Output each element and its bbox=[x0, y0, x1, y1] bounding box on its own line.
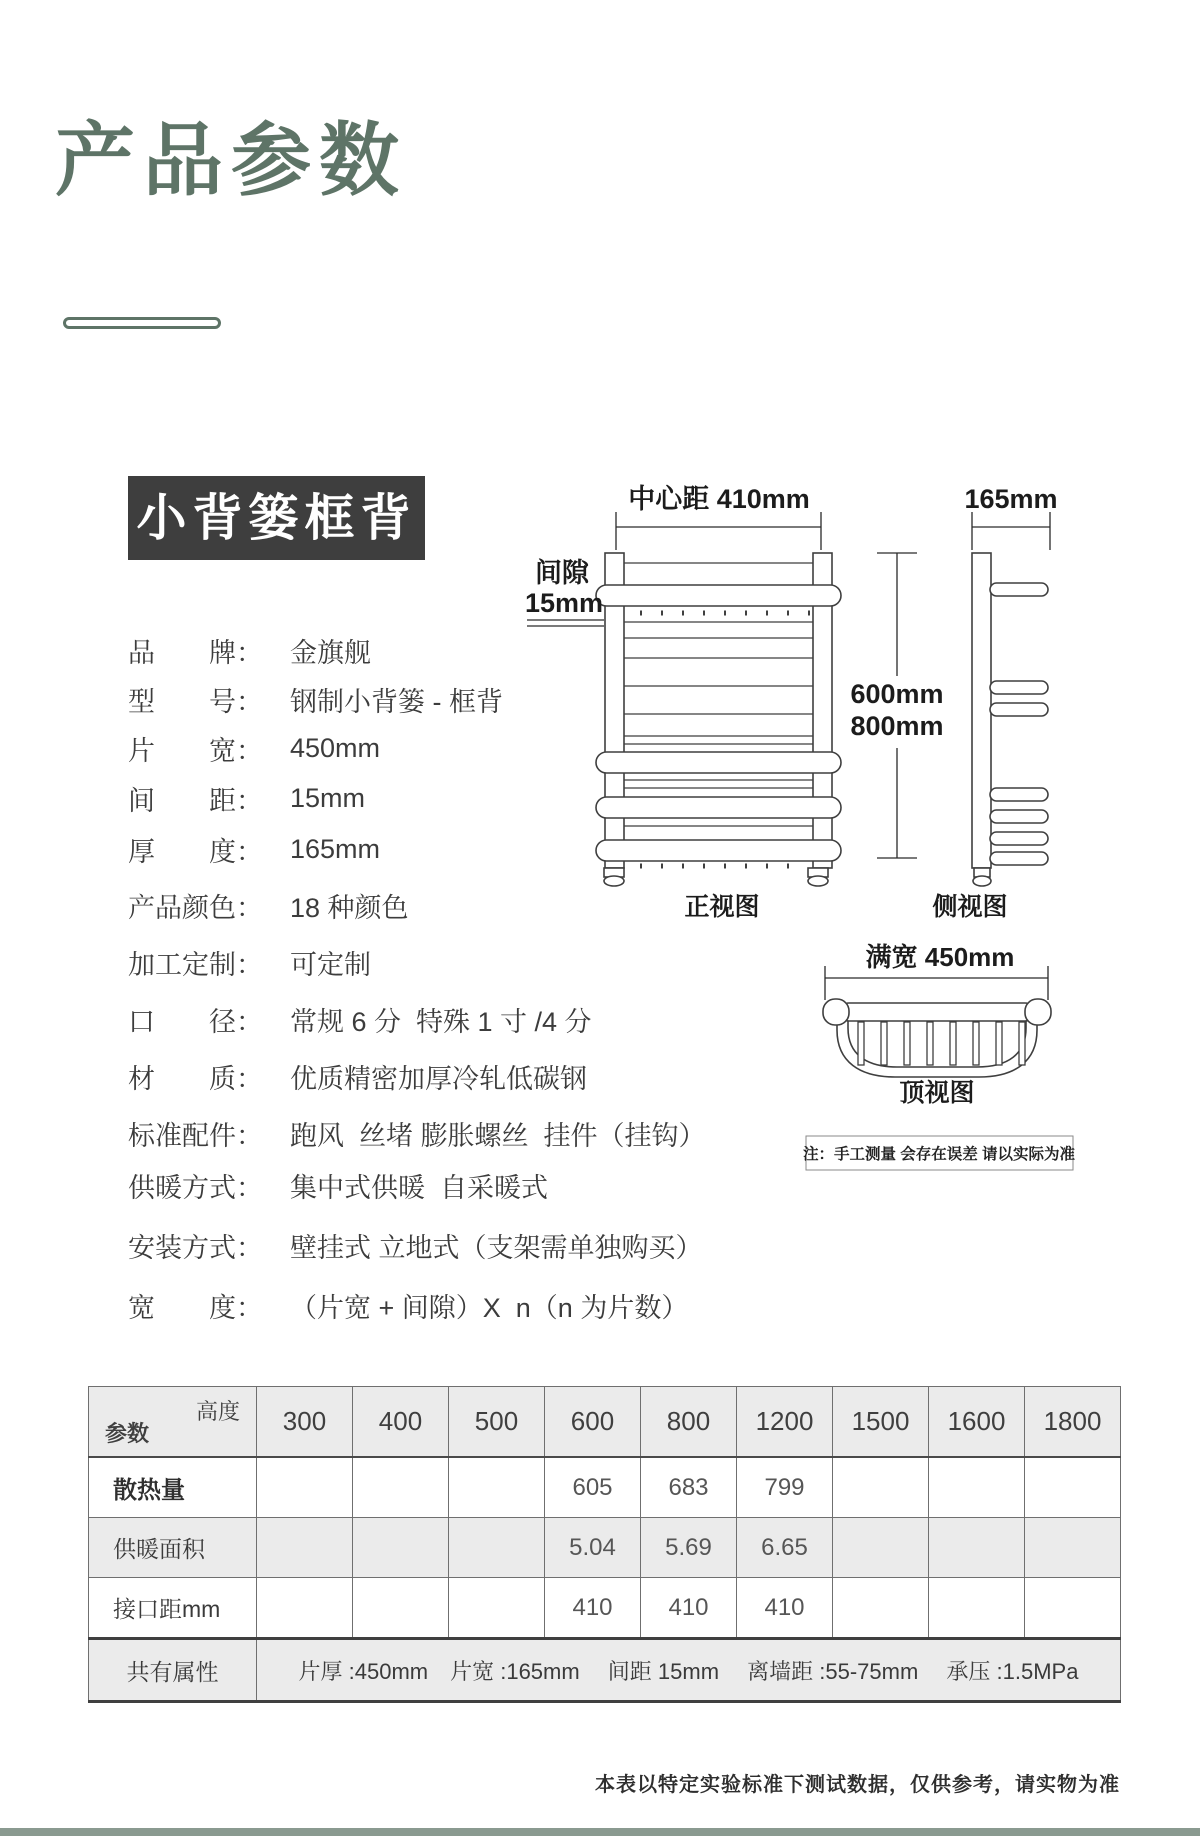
spec-value: 跑风 丝堵 膨胀螺丝 挂件（挂钩） bbox=[290, 1120, 706, 1151]
spec-label: 标准配件： bbox=[128, 1120, 263, 1151]
table-cell: 6.65 bbox=[737, 1518, 833, 1578]
table-cell: 410 bbox=[545, 1578, 641, 1639]
table-cell bbox=[833, 1578, 929, 1639]
spec-label: 片 宽： bbox=[128, 735, 263, 766]
top-dim-label: 满宽 450mm bbox=[865, 942, 1015, 972]
page-title: 产品参数 bbox=[55, 116, 407, 205]
table-row-common-attributes bbox=[89, 1639, 1121, 1702]
spec-value: 壁挂式 立地式（支架需单独购买） bbox=[290, 1232, 703, 1263]
column-header: 1600 bbox=[929, 1387, 1025, 1458]
row-label: 接口距mm bbox=[89, 1578, 257, 1639]
height-label-600: 600mm bbox=[850, 679, 944, 709]
spec-label: 材 质： bbox=[128, 1063, 263, 1094]
table-cell: 799 bbox=[737, 1457, 833, 1518]
front-dim-label: 中心距 410mm bbox=[628, 484, 810, 514]
table-cell bbox=[449, 1578, 545, 1639]
spec-value: 集中式供暖 自采暖式 bbox=[290, 1172, 549, 1203]
table-cell bbox=[257, 1518, 353, 1578]
table-cell bbox=[353, 1578, 449, 1639]
row-label: 散热量 bbox=[89, 1457, 257, 1518]
spec-label: 口 径： bbox=[128, 1006, 263, 1037]
table-cell bbox=[929, 1457, 1025, 1518]
parameters-table bbox=[88, 1386, 1121, 1703]
top-view-caption: 顶视图 bbox=[899, 1079, 975, 1107]
spec-label: 安装方式： bbox=[128, 1232, 263, 1263]
spec-value: 165mm bbox=[290, 833, 381, 864]
spec-row-brand bbox=[128, 633, 371, 667]
front-dimension-line bbox=[616, 512, 821, 550]
product-name-badge: 小背篓框背 bbox=[128, 476, 425, 560]
table-cell bbox=[1025, 1457, 1121, 1518]
table-cell bbox=[1025, 1518, 1121, 1578]
table-cell bbox=[929, 1518, 1025, 1578]
corner-label-height: 高度 bbox=[195, 1399, 240, 1424]
spec-row-install bbox=[128, 1228, 703, 1262]
spec-value: 常规 6 分 特殊 1 寸 /4 分 bbox=[290, 1006, 592, 1037]
table-row-heat-output bbox=[89, 1457, 1121, 1518]
spec-label: 型 号： bbox=[128, 686, 263, 717]
spec-row-spacing bbox=[128, 781, 365, 815]
spec-label: 加工定制： bbox=[128, 949, 263, 980]
table-row-heating-area bbox=[89, 1518, 1121, 1578]
column-header: 800 bbox=[641, 1387, 737, 1458]
table-cell: 5.69 bbox=[641, 1518, 737, 1578]
row-label: 共有属性 bbox=[89, 1639, 257, 1702]
side-view-drawing bbox=[972, 512, 1050, 886]
measure-note-text: 注：手工测量 会存在误差 请以实际为准 bbox=[802, 1146, 1076, 1163]
spec-row-total-width bbox=[128, 1288, 688, 1322]
spec-value: （片宽 + 间隙）X n（n 为片数） bbox=[290, 1292, 689, 1323]
front-view-caption: 正视图 bbox=[684, 893, 760, 921]
table-header-row bbox=[89, 1387, 1121, 1458]
side-dimension-line bbox=[972, 512, 1050, 550]
spec-row-colors bbox=[128, 888, 409, 922]
spec-value: 可定制 bbox=[290, 949, 371, 980]
column-header: 400 bbox=[353, 1387, 449, 1458]
table-cell bbox=[833, 1518, 929, 1578]
side-dim-label: 165mm bbox=[964, 484, 1058, 514]
table-cell bbox=[449, 1457, 545, 1518]
spec-row-width bbox=[128, 731, 380, 765]
front-feet bbox=[604, 868, 828, 886]
table-cell: 683 bbox=[641, 1457, 737, 1518]
column-header: 1500 bbox=[833, 1387, 929, 1458]
spec-label: 宽 度： bbox=[128, 1292, 263, 1323]
table-cell bbox=[353, 1457, 449, 1518]
table-cell: 410 bbox=[737, 1578, 833, 1639]
spec-label: 间 距： bbox=[128, 785, 263, 816]
side-foot bbox=[973, 868, 991, 886]
table-cell: 410 bbox=[641, 1578, 737, 1639]
spec-row-thickness bbox=[128, 832, 380, 866]
side-view-caption: 侧视图 bbox=[932, 893, 1008, 921]
column-header: 600 bbox=[545, 1387, 641, 1458]
gap-label-line1: 间隙 bbox=[535, 558, 589, 588]
spec-label: 品 牌： bbox=[128, 637, 263, 668]
spec-label: 厚 度： bbox=[128, 836, 263, 867]
table-cell bbox=[833, 1457, 929, 1518]
spec-value: 450mm bbox=[290, 732, 381, 763]
spec-value: 优质精密加厚冷轧低碳钢 bbox=[290, 1063, 587, 1094]
footer-note: 本表以特定实验标准下测试数据，仅供参考，请实物为准 bbox=[595, 1774, 1120, 1796]
table-cell bbox=[353, 1518, 449, 1578]
measure-note-box bbox=[803, 1136, 1076, 1170]
top-view-drawing bbox=[823, 966, 1051, 1077]
table-row-port-distance bbox=[89, 1578, 1121, 1639]
spec-value: 金旗舰 bbox=[290, 637, 371, 668]
spec-value: 钢制小背篓 - 框背 bbox=[290, 686, 503, 717]
table-cell bbox=[257, 1578, 353, 1639]
corner-label-param: 参数 bbox=[105, 1421, 150, 1446]
spec-value: 18 种颜色 bbox=[290, 892, 409, 923]
spec-row-custom bbox=[128, 945, 371, 979]
spec-label: 产品颜色： bbox=[128, 892, 263, 923]
common-attributes-value: 片厚 :450mm 片宽 :165mm 间距 15mm 离墙距 :55-75mm 承压 :1.5MPa bbox=[257, 1639, 1121, 1702]
table-cell bbox=[1025, 1578, 1121, 1639]
table-cell bbox=[449, 1518, 545, 1578]
table-cell bbox=[257, 1457, 353, 1518]
spec-value: 15mm bbox=[290, 782, 366, 813]
table-cell bbox=[929, 1578, 1025, 1639]
table-cell: 5.04 bbox=[545, 1518, 641, 1578]
spec-label: 供暖方式： bbox=[128, 1172, 263, 1203]
column-header: 500 bbox=[449, 1387, 545, 1458]
title-divider bbox=[63, 317, 221, 329]
column-header: 1800 bbox=[1025, 1387, 1121, 1458]
table-cell: 605 bbox=[545, 1457, 641, 1518]
row-label: 供暖面积 bbox=[89, 1518, 257, 1578]
gap-annotation bbox=[527, 620, 604, 626]
column-header: 1200 bbox=[737, 1387, 833, 1458]
gap-label-line2: 15mm bbox=[524, 588, 604, 618]
height-label-800: 800mm bbox=[850, 711, 944, 741]
column-header: 300 bbox=[257, 1387, 353, 1458]
technical-drawings bbox=[430, 415, 1110, 1185]
bottom-accent-bar bbox=[0, 1828, 1200, 1836]
table-corner-cell bbox=[89, 1387, 257, 1458]
